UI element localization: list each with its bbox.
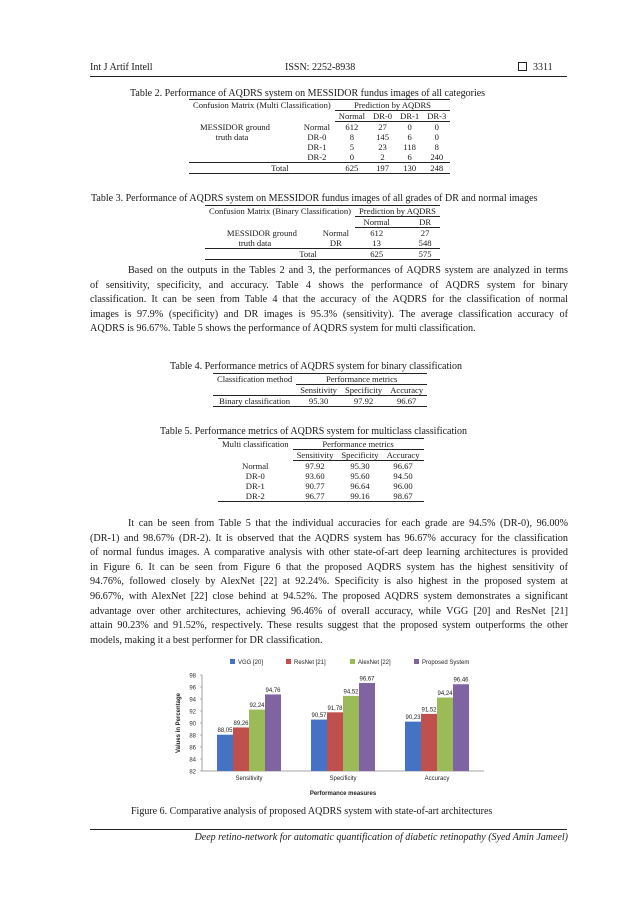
cell: 94.50 — [393, 471, 413, 481]
y-tick-label: 84 — [189, 757, 196, 764]
cell: 27 — [378, 122, 387, 132]
paragraph-2 — [90, 517, 568, 648]
table2-col-header: DR-0 — [369, 111, 396, 122]
header-rule — [90, 76, 567, 77]
table3-col-header: Normal — [355, 217, 398, 228]
text-line: 94.76%, followed closely by AlexNet [22] at 92.24%. Specificity is also highest in the proposed system at — [90, 576, 568, 588]
cell: 625 — [335, 163, 369, 174]
bar — [359, 683, 375, 771]
text-line: (DR-1) and 98.67% (DR-2). It is observed that the AQDRS system has 96.67% accuracy for the classification — [90, 532, 568, 544]
cell: 95.30 — [350, 461, 370, 471]
cell: 13 — [372, 238, 381, 248]
cell: 548 — [418, 238, 432, 248]
table4-col-header: Sensitivity — [296, 385, 341, 396]
table-row — [189, 142, 450, 152]
y-tick-label: 82 — [189, 769, 196, 776]
cell: 96.67 — [386, 396, 427, 407]
cell: 130 — [396, 163, 423, 174]
data-label: 89,26 — [233, 720, 249, 727]
cell: 0 — [407, 122, 412, 132]
table3-group-header: Prediction by AQDRS — [355, 206, 440, 217]
data-label: 91,78 — [327, 705, 343, 712]
table3-row-group-label: MESSIDOR ground — [226, 227, 297, 238]
cell: 8 — [349, 132, 355, 142]
cell: 240 — [430, 152, 444, 162]
table5-col-header: Specificity — [337, 450, 382, 461]
row-label: DR-1 — [245, 481, 265, 491]
cell: 96.77 — [293, 491, 338, 502]
table2-col-header: DR-3 — [423, 111, 450, 122]
cell: 97.92 — [341, 396, 386, 407]
bar — [405, 722, 421, 771]
cell: 6 — [407, 152, 412, 162]
data-label: 90,57 — [311, 713, 327, 720]
cell: 23 — [378, 142, 387, 152]
table3-total-label: Total — [205, 249, 355, 260]
text-line: attain 90.23% and 91.52%, respectively. These results suggest that the proposed system outperforms the other — [90, 620, 568, 632]
table5-group-header: Performance metrics — [293, 439, 424, 450]
text-line: of normal fundus images. A comparative analysis with other state-of-art deep learning architectures is provided — [90, 547, 568, 559]
row-label: DR-0 — [245, 471, 265, 481]
x-tick-label: Sensitivity — [235, 776, 263, 782]
bar — [265, 694, 281, 771]
cell: 2 — [380, 152, 385, 162]
bar — [437, 698, 453, 771]
table3-corner: Confusion Matrix (Binary Classification) — [205, 206, 355, 217]
table4-col-header: Accuracy — [386, 385, 427, 396]
cell: 99.16 — [337, 491, 382, 502]
table-row — [205, 249, 440, 260]
table-row — [218, 461, 424, 472]
data-label: 91,52 — [421, 707, 437, 714]
table4-col-header: Specificity — [341, 385, 386, 396]
figure-caption: Figure 6. Comparative analysis of proposed AQDRS system with state-of-art architectures — [131, 806, 493, 817]
y-tick-label: 96 — [189, 685, 196, 692]
text-line: in Figure 6. It can be seen from Figure 6 that the proposed AQDRS system has the highest sensitivity of — [90, 561, 568, 573]
data-label: 96,67 — [359, 676, 375, 683]
y-tick-label: 86 — [189, 745, 196, 752]
table2-row-group-label: truth data — [215, 132, 249, 142]
table-row — [205, 238, 440, 249]
table5-corner: Multi classification — [218, 439, 293, 450]
bar-chart — [146, 653, 492, 799]
cell: 95.60 — [350, 471, 370, 481]
table2-total-label: Total — [189, 163, 335, 174]
bar — [343, 696, 359, 771]
cell: 0 — [349, 152, 355, 162]
table2-row-group-label: MESSIDOR ground — [200, 121, 270, 132]
cell: 612 — [370, 228, 384, 238]
x-tick-label: Specificity — [329, 776, 357, 782]
table2-group-header: Prediction by AQDRS — [335, 100, 451, 111]
row-label: Normal — [242, 460, 269, 471]
data-label: 88,05 — [217, 728, 233, 735]
table4 — [213, 373, 427, 407]
table3 — [205, 205, 440, 260]
table2-col-header: DR-1 — [396, 111, 423, 122]
cell: 8 — [434, 142, 439, 152]
table-row — [205, 228, 440, 239]
table2-corner: Confusion Matrix (Multi Classification) — [189, 100, 335, 111]
table5-col-header: Accuracy — [383, 450, 424, 461]
table5-caption: Table 5. Performance metrics of AQDRS system for multiclass classification — [160, 426, 468, 437]
legend-swatch — [230, 659, 235, 664]
text-line: AQDRS is 96.67%. Table 5 shows the performance of AQDRS system for multi classification. — [90, 323, 476, 335]
legend-label: ResNet [21] — [294, 660, 326, 666]
table2-caption: Table 2. Performance of AQDRS system on MESSIDOR fundus images of all categories — [130, 88, 486, 99]
text-line: of sensitivity, specificity, and accuracy. Table 4 shows the performance of AQDRS system for binary — [90, 279, 568, 291]
row-label: DR-1 — [307, 142, 327, 152]
y-axis-label: Values in Percentage — [176, 692, 182, 754]
text-line: Based on the outputs in the Tables 2 and 3, the performances of AQDRS system are analyzed in terms — [128, 265, 568, 276]
cell: 98.67 — [383, 491, 424, 502]
text-line: models, making it a best performer for DR classification. — [90, 634, 323, 646]
table3-caption: Table 3. Performance of AQDRS system on MESSIDOR fundus images of all grades of DR and normal images — [91, 193, 538, 204]
row-label: Binary classification — [213, 396, 296, 407]
x-axis-label: Performance measures — [309, 791, 377, 797]
cell: 248 — [423, 163, 450, 174]
text-line: 96.67%, with AlexNet [22] close behind at 94.52%. The proposed AQDRS system demonstrates a significant — [90, 590, 568, 602]
table5 — [218, 438, 424, 502]
row-label: DR-0 — [307, 132, 327, 142]
row-label: DR-2 — [307, 152, 327, 162]
legend-label: VGG [20] — [238, 660, 264, 666]
cell: 612 — [345, 122, 359, 132]
cell: 118 — [403, 142, 416, 152]
table-row — [189, 152, 450, 163]
table4-caption: Table 4. Performance metrics of AQDRS system for binary classification — [170, 361, 463, 372]
bar — [233, 727, 249, 771]
checkbox-icon — [518, 62, 527, 71]
bar — [311, 720, 327, 771]
legend-swatch — [414, 659, 419, 664]
bar — [249, 710, 265, 771]
page-number: 3311 — [533, 62, 553, 73]
table-row — [218, 481, 424, 491]
table-row — [218, 491, 424, 502]
cell: 575 — [398, 249, 440, 260]
text-line: advantage over other architectures, achieving 96.46% of overall accuracy, while VGG [20] and ResNet [21] — [90, 605, 568, 617]
legend-swatch — [286, 659, 291, 664]
legend-label: Proposed System — [422, 660, 470, 666]
table-row — [189, 132, 450, 142]
legend-swatch — [350, 659, 355, 664]
row-label: DR — [329, 238, 342, 248]
table2-col-header: Normal — [335, 111, 369, 122]
text-line: classification. It can be seen from Table 4 that the accuracy of the AQDRS for the classification of normal — [90, 294, 568, 306]
table5-col-header: Sensitivity — [293, 450, 338, 461]
footer-rule — [90, 829, 567, 830]
cell: 96.67 — [393, 461, 413, 471]
cell: 197 — [369, 163, 396, 174]
text-line: images is 97.9% (specificity) and DR images is 95.3% (sensitivity). The average classification accuracy of — [90, 308, 568, 320]
journal-name: Int J Artif Intell — [90, 62, 153, 73]
bar — [217, 735, 233, 771]
text-line: It can be seen from Table 5 that the individual accuracies for each grade are 94.5% (DR-0), 96.00% — [128, 518, 568, 529]
row-label: Normal — [322, 227, 350, 238]
table3-row-group-label: truth data — [238, 238, 272, 248]
issn: ISSN: 2252-8938 — [285, 62, 356, 73]
data-label: 90,23 — [405, 715, 421, 722]
table-row — [189, 163, 450, 174]
table4-group-header: Performance metrics — [296, 374, 427, 385]
cell: 5 — [349, 142, 355, 152]
cell: 90.77 — [305, 481, 325, 491]
table4-corner: Classification method — [213, 374, 296, 385]
cell: 27 — [420, 228, 430, 238]
legend-label: AlexNet [22] — [358, 660, 391, 666]
cell: 96.64 — [350, 481, 370, 491]
data-label: 92,24 — [249, 703, 265, 710]
running-footer: Deep retino-network for automatic quantification of diabetic retinopathy (Syed Amin Jameel) — [194, 832, 568, 843]
data-label: 96,46 — [453, 677, 469, 684]
data-label: 94,52 — [343, 689, 359, 696]
cell: 6 — [407, 132, 412, 142]
cell: 0 — [434, 132, 439, 142]
data-label: 94,76 — [265, 687, 281, 694]
cell: 96.00 — [393, 481, 413, 491]
cell: 93.60 — [305, 471, 325, 481]
y-tick-label: 94 — [189, 697, 196, 704]
table-row — [189, 122, 450, 133]
paragraph-1 — [90, 264, 568, 337]
table-row — [218, 471, 424, 481]
row-label: DR-2 — [218, 491, 293, 502]
cell: 97.92 — [305, 461, 325, 471]
bar — [421, 714, 437, 771]
data-label: 94,24 — [437, 691, 453, 698]
y-tick-label: 92 — [189, 709, 196, 716]
cell: 625 — [355, 249, 398, 260]
y-tick-label: 88 — [189, 733, 196, 740]
x-tick-label: Accuracy — [424, 776, 450, 782]
cell: 145 — [376, 132, 389, 142]
y-tick-label: 98 — [189, 673, 196, 680]
page-number-box — [518, 62, 553, 73]
cell: 95.30 — [296, 396, 341, 407]
bar — [453, 684, 469, 771]
figure-6-chart — [146, 653, 492, 799]
y-tick-label: 90 — [189, 721, 196, 728]
table2 — [189, 99, 450, 174]
table-row — [213, 396, 427, 407]
row-label: Normal — [303, 121, 330, 132]
bar — [327, 712, 343, 771]
cell: 0 — [434, 122, 439, 132]
table3-col-header: DR — [398, 217, 440, 228]
